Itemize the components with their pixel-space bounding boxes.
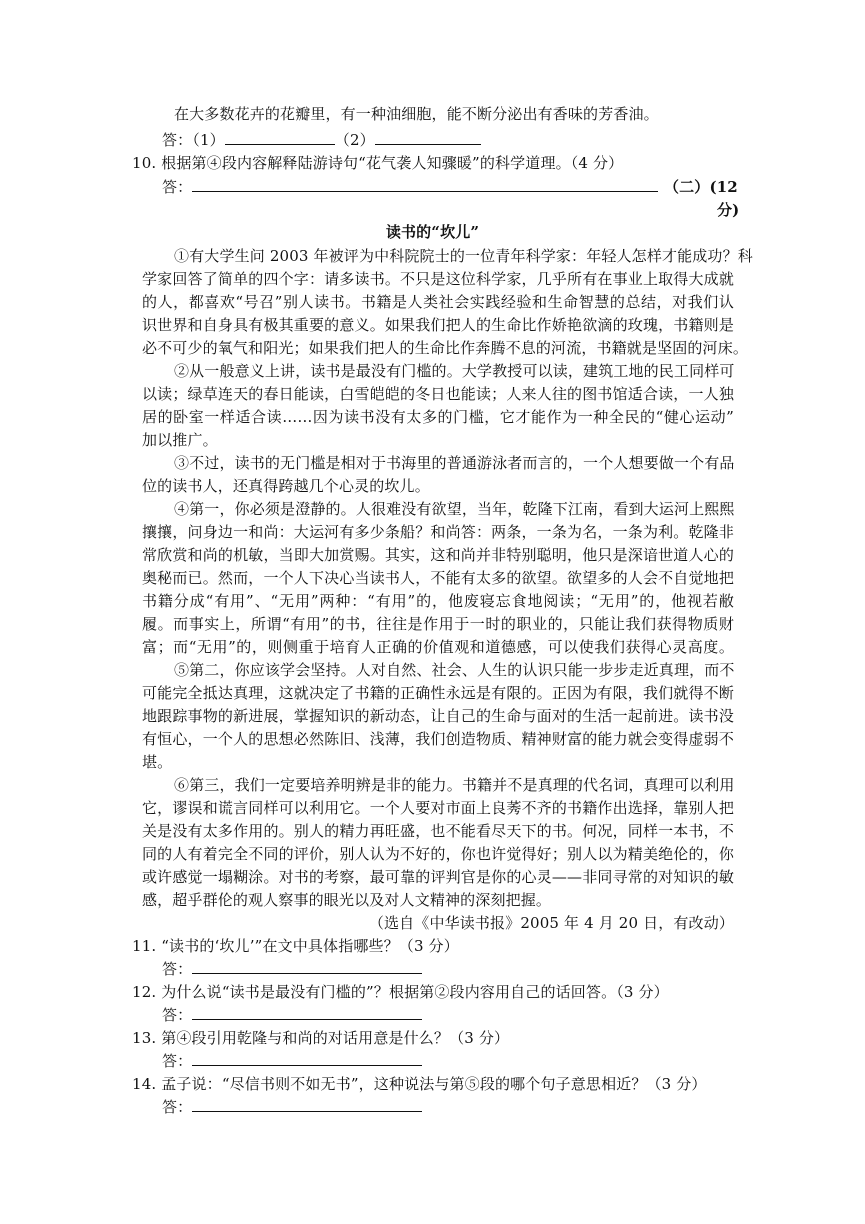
answer-label: 答： [162,960,193,978]
paragraph-line: ⑥第三，我们一定要培养明辨是非的能力。书籍并不是真理的代名词，真理可以利用 [174,776,735,794]
question-14: 14. 孟子说：“尽信书则不如无书”，这种说法与第⑤段的哪个句子意思相近？（3 分） [132,1075,707,1093]
paragraph-line: 地跟踪事物的新进展，掌握知识的新动态，让自己的生命与面对的生活一起前进。读书没 [142,707,734,725]
answer-blank-q12[interactable] [192,1005,422,1020]
paragraph-line: 或许感觉一塌糊涂。对书的考察，最可靠的评判官是你的心灵——非同寻常的对知识的敏 [142,868,734,886]
answer-row-top [162,130,481,150]
question-10: 10. 根据第④段内容解释陆游诗句“花气袭人知骤暖”的科学道理。（4 分） [132,154,624,172]
paragraph-line: 堪。 [142,753,173,771]
paragraph-line: 感，超乎群伦的观人察事的眼光以及对人文精神的深刻把握。 [142,891,552,909]
answer-blank-q14[interactable] [192,1097,422,1112]
section-heading-tail: （二）(12 [664,178,738,196]
question-12-answer-row [162,1005,422,1025]
paragraph-line: ②从一般意义上讲，读书是最没有门槛的。大学教授可以读，建筑工地的民工同样可 [174,362,735,380]
paragraph-line: 必不可少的氧气和阳光；如果我们把人的生命比作奔腾不息的河流，书籍就是坚固的河床。 [142,339,749,357]
section-heading-tail-2: 分) [717,201,740,219]
question-10-answer-row [162,177,658,197]
article-source: （选自《中华读书报》2005 年 4 月 20 日，有改动） [368,914,734,932]
paragraph-line: 同的人有着完全不同的评价，别人认为不好的，你也许觉得好；别人以为精美绝伦的，你 [142,845,734,863]
question-11-answer-row [162,959,422,979]
paragraph-line: 加以推广。 [142,431,218,449]
answer-label: 答：（1） [162,131,225,149]
answer-label: 答： [162,1006,193,1024]
paragraph-line: 履。而事实上，所谓“有用”的书，往往是作用于一时的职业的，只能让我们获得物质财 [142,615,734,633]
paragraph-line: 它，谬误和谎言同样可以利用它。一个人要对市面上良莠不齐的书籍作出选择，靠别人把 [142,799,734,817]
answer-blank-q10[interactable] [192,177,658,192]
paragraph-line: ⑤第二，你应该学会坚持。人对自然、社会、人生的认识只能一步步走近真理，而不 [174,661,735,679]
answer-label: 答： [162,1052,193,1070]
article-title: 读书的“坎儿” [385,223,480,241]
answer-blank-q11[interactable] [192,959,422,974]
paragraph-line: 攘攘，问身边一和尚：大运河有多少条船？和尚答：两条，一条为名，一条为利。乾隆非 [142,523,734,541]
paragraph-line: 的人，都喜欢“号召”别人读书。书籍是人类社会实践经验和生命智慧的总结，对我们认 [142,293,734,311]
paragraph-line: 以读；绿草连天的春日能读，白雪皑皑的冬日也能读；人来人往的图书馆适合读，一人独 [142,385,734,403]
paragraph-line: 常欣赏和尚的机敏，当即大加赏赐。其实，这和尚并非特别聪明，他只是深谙世道人心的 [142,546,734,564]
paragraph-line: ①有大学生问 2003 年被评为中科院院士的一位青年科学家：年轻人怎样才能成功？科 [174,247,753,265]
answer-blank-2[interactable] [375,130,481,145]
answer-label: 答： [162,178,193,196]
paragraph-line: 奥秘而已。然而，一个人下决心当读书人，不能有太多的欲望。欲望多的人会不自觉地把 [142,569,734,587]
paragraph-line: 居的卧室一样适合读……因为读书没有太多的门槛，它才能作为一种全民的“健心运动” [142,408,734,426]
paragraph-line: 识世界和自身具有极其重要的意义。如果我们把人的生命比作娇艳欲滴的玫瑰，书籍则是 [142,316,734,334]
intro-line: 在大多数花卉的花瓣里，有一种油细胞，能不断分泌出有香味的芳香油。 [174,105,659,123]
paragraph-line: 书籍分成“有用”、“无用”两种：“有用”的，他废寝忘食地阅读；“无用”的，他视若敝 [142,592,734,610]
paragraph-line: 位的读书人，还真得跨越几个心灵的坎儿。 [142,477,430,495]
paragraph-line: ③不过，读书的无门槛是相对于书海里的普通游泳者而言的，一个人想要做一个有品 [174,454,735,472]
question-11: 11. “读书的‘坎儿’”在文中具体指哪些？（3 分） [132,937,459,955]
answer-mid-label: （2） [334,131,375,149]
answer-blank-1[interactable] [225,130,335,145]
paragraph-line: 关是没有太多作用的。别人的精力再旺盛，也不能看尽天下的书。何况，同样一本书，不 [142,822,734,840]
paragraph-line: 可能完全抵达真理，这就决定了书籍的正确性永远是有限的。正因为有限，我们就得不断 [142,684,734,702]
question-13: 13. 第④段引用乾隆与和尚的对话用意是什么？（3 分） [132,1029,510,1047]
question-13-answer-row [162,1051,422,1071]
question-12: 12. 为什么说“读书是最没有门槛的”？根据第②段内容用自己的话回答。（3 分） [132,983,669,1001]
answer-blank-q13[interactable] [192,1051,422,1066]
paragraph-line: 学家回答了简单的四个字：请多读书。不只是这位科学家，几乎所有在事业上取得大成就 [142,270,734,288]
paragraph-line: 富；而“无用”的，则侧重于培育人正确的价值观和道德感，可以使我们获得心灵高度。 [142,638,734,656]
answer-label: 答： [162,1098,193,1116]
paragraph-line: 有恒心，一个人的思想必然陈旧、浅薄，我们创造物质、精神财富的能力就会变得虚弱不 [142,730,734,748]
paragraph-line: ④第一，你必须是澄静的。人很难没有欲望，当年，乾隆下江南，看到大运河上熙熙 [174,500,735,518]
question-14-answer-row [162,1097,422,1117]
